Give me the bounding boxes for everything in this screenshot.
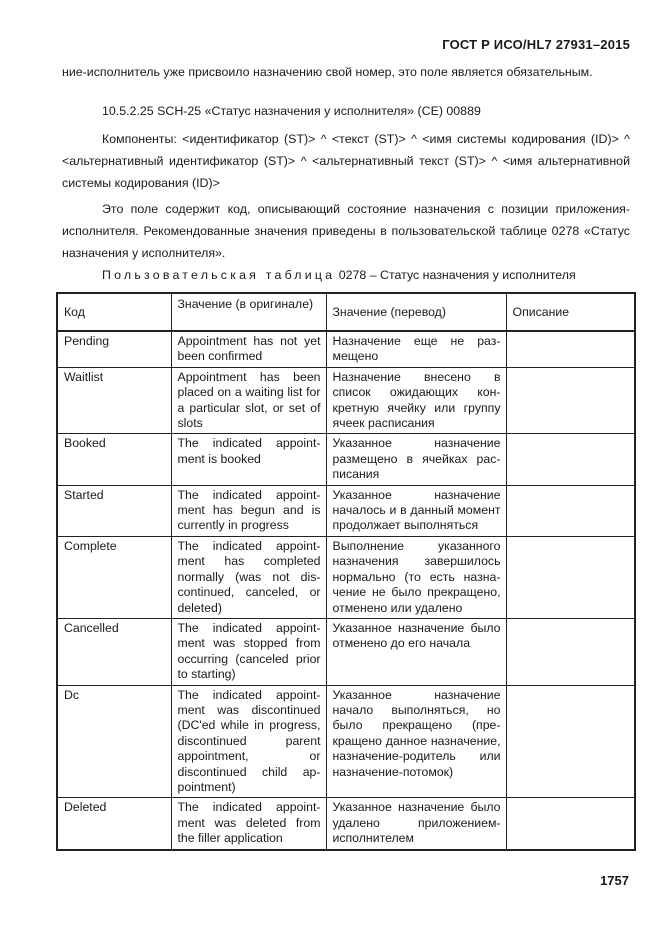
cell-code: Pending — [57, 331, 171, 367]
cell-code: Started — [57, 485, 171, 536]
table-row — [57, 798, 635, 850]
cell-original: The indicated appointment was deleted from the filler application — [171, 798, 326, 850]
header-original: Значение (в оригинале) — [171, 293, 326, 331]
cell-code: Waitlist — [57, 367, 171, 434]
cell-translation: Выполнение указанного назначения завершилось нормально (то есть назначение не было прекращено, отменено или удалено — [326, 536, 506, 618]
cell-original: Appointment has not yet been confirmed — [171, 331, 326, 367]
cell-translation: Указанное назначение начало выполняться, но было прекращено (прекращено данное назначение, назначение-родитель или назначение-потомок) — [326, 685, 506, 798]
cell-translation: Указанное назначение было удалено приложением-исполнителем — [326, 798, 506, 850]
table-row — [57, 485, 635, 536]
table-header-row — [57, 293, 635, 331]
document-header: ГОСТ Р ИСО/HL7 27931–2015 — [442, 37, 630, 52]
cell-code: Booked — [57, 434, 171, 485]
header-code: Код — [57, 293, 171, 331]
cell-original: The indicated appointment has begun and is currently in progress — [171, 485, 326, 536]
table-row — [57, 618, 635, 685]
table-row — [57, 685, 635, 798]
cell-description — [506, 618, 635, 685]
header-description: Описание — [506, 293, 635, 331]
table-caption-label: Пользовательская таблица — [102, 268, 336, 282]
cell-translation: Назначение внесено в список ожидающих конкретную ячейку или группу ячеек расписания — [326, 367, 506, 434]
table-row — [57, 434, 635, 485]
cell-translation: Назначение еще не размещено — [326, 331, 506, 367]
cell-original: The indicated appointment was stopped from occurring (canceled prior to starting) — [171, 618, 326, 685]
paragraph-description: Это поле содержит код, описывающий состояние назначения с позиции приложения-исполнителя. Рекомендованные значения приведены в пользовательской таблице 0278 «Статус назначения у исполнителя». — [62, 202, 630, 260]
cell-original: The indicated appointment is booked — [171, 434, 326, 485]
cell-code: Complete — [57, 536, 171, 618]
cell-description — [506, 367, 635, 434]
cell-code: Cancelled — [57, 618, 171, 685]
cell-translation: Указанное назначение размещено в ячейках расписания — [326, 434, 506, 485]
cell-description — [506, 798, 635, 850]
paragraph-continuation: ние-исполнитель уже присвоило назначению свой номер, это поле является обязательным. — [62, 65, 593, 79]
cell-code: Dc — [57, 685, 171, 798]
status-table — [56, 292, 636, 851]
cell-translation: Указанное назначение началось и в данный момент продолжает выполняться — [326, 485, 506, 536]
table-row — [57, 331, 635, 367]
cell-original: Appointment has been placed on a waiting list for a particular slot, or set of slots — [171, 367, 326, 434]
table-caption-title: 0278 – Статус назначения у исполнителя — [338, 268, 576, 282]
cell-code: Deleted — [57, 798, 171, 850]
cell-description — [506, 536, 635, 618]
cell-description — [506, 434, 635, 485]
cell-description — [506, 485, 635, 536]
table-row — [57, 536, 635, 618]
cell-translation: Указанное назначение было отменено до его начала — [326, 618, 506, 685]
paragraph-components: Компоненты: <идентификатор (ST)> ^ <текст (ST)> ^ <имя системы кодирования (ID)> ^ <альтернативный идентификатор (ST)> ^ <альтернативный текст (ST)> ^ <имя альтернативной системы кодирования (ID)> — [62, 132, 630, 190]
table-row — [57, 367, 635, 434]
cell-original: The indicated appointment has completed normally (was not discontinued, canceled, or deleted) — [171, 536, 326, 618]
cell-original: The indicated appointment was discontinued (DC'ed while in progress, discontinued parent appointment, or discontinued child appointment) — [171, 685, 326, 798]
page-number: 1757 — [600, 873, 629, 888]
section-heading: 10.5.2.25 SCH-25 «Статус назначения у исполнителя» (CE) 00889 — [102, 104, 481, 118]
table-caption — [102, 268, 576, 282]
cell-description — [506, 331, 635, 367]
cell-description — [506, 685, 635, 798]
header-translation: Значение (перевод) — [326, 293, 506, 331]
